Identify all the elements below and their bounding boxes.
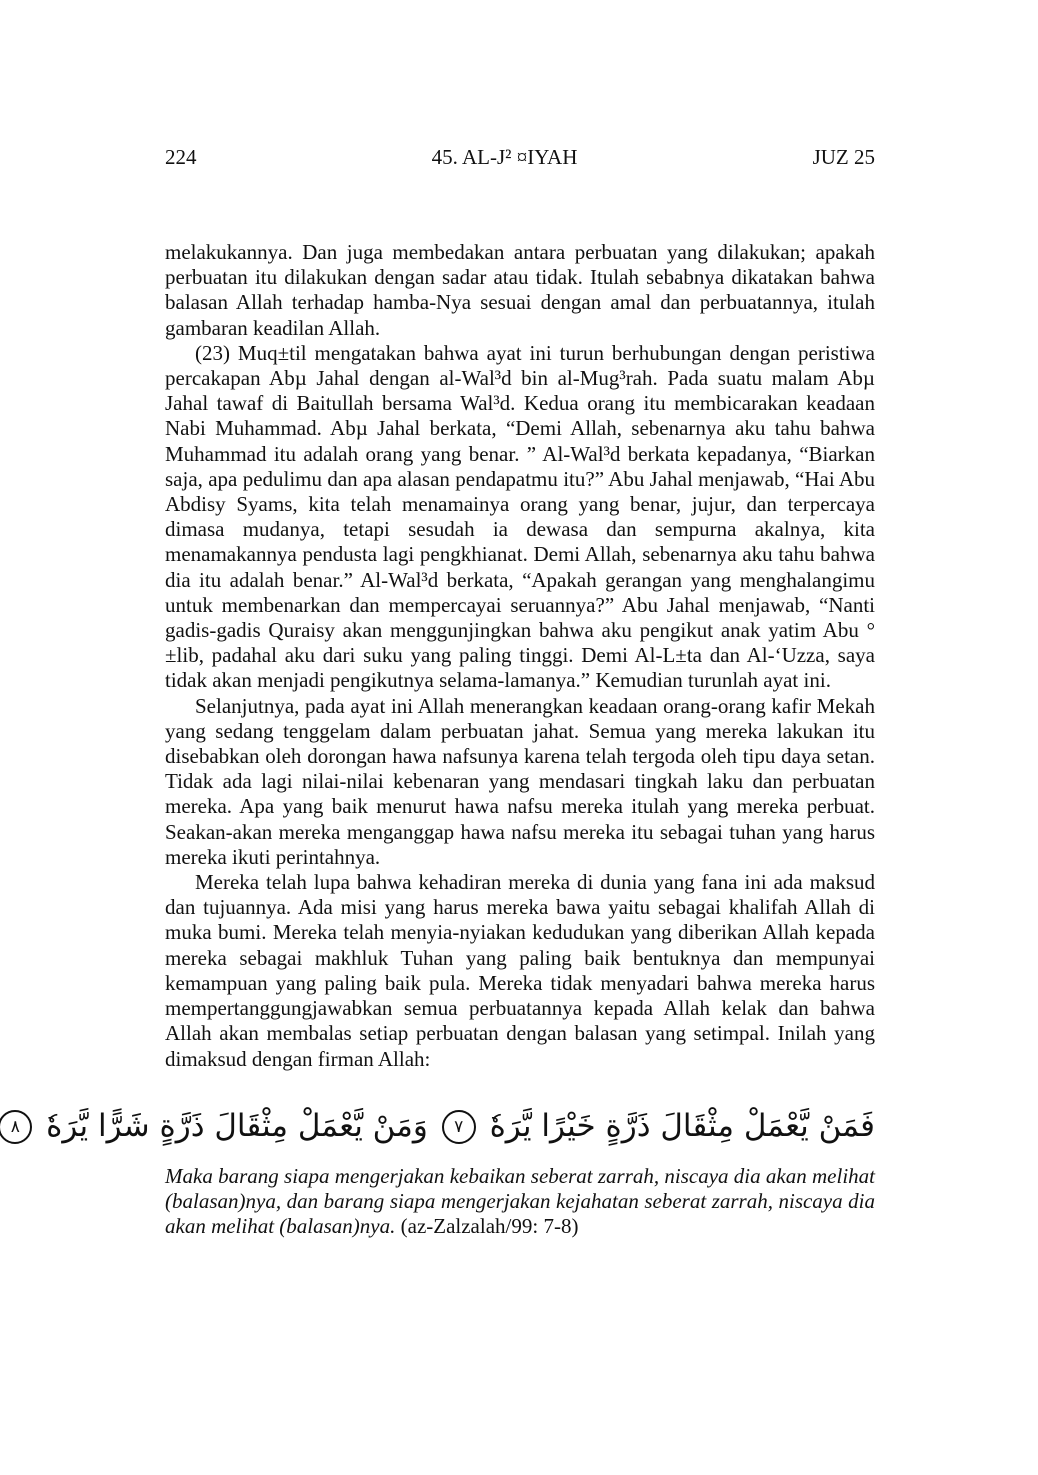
translation-text: Maka barang siapa mengerjakan kebaikan seberat zarrah, niscaya dia akan melihat (balasan)nya, dan barang siapa mengerjakan kejahatan seberat zarrah, niscaya dia akan melihat (balasan)nya.: [165, 1163, 875, 1239]
page-header: [165, 140, 875, 174]
document-page: [10, 140, 875, 1239]
surah-title: 45. AL-J² ¤IYAH: [431, 145, 578, 169]
page-number: 224: [165, 145, 197, 169]
ayah-8-text: وَمَنْ يَّعْمَلْ مِثْقَالَ ذَرَّةٍ شَرًّا يَّرَهٗ: [46, 1107, 428, 1144]
paragraph: melakukannya. Dan juga membedakan antara perbuatan yang dilakukan; apakah perbuatan itu dilakukan dengan sadar atau tidak. Itulah sebabnya dikatakan bahwa balasan Allah terhadap hamba-Nya sesuai dengan amal dan perbuatannya, itulah gambaran keadilan Allah.: [165, 240, 875, 340]
ayah-7-text: فَمَنْ يَّعْمَلْ مِثْقَالَ ذَرَّةٍ خَيْرًا يَّرَهٗ: [489, 1107, 875, 1144]
ayah-8-marker: ٨: [0, 1110, 32, 1144]
juz-label: JUZ 25: [812, 145, 875, 169]
ayah-7-marker: ٧: [442, 1110, 476, 1144]
verse-reference: (az-Zalzalah/99: 7-8): [395, 1214, 579, 1239]
arabic-verse: [10, 1094, 875, 1158]
paragraph: Mereka telah lupa bahwa kehadiran mereka di dunia yang fana ini ada maksud dan tujuannya. Ada misi yang harus mereka bawa yaitu sebagai khalifah Allah di muka bumi. Mereka telah menyia-nyiakan kedudukan yang diberikan Allah kepada mereka sebagai makhluk Tuhan yang paling baik bentuknya dan mempunyai kemampuan yang paling baik pula. Mereka tidak menyadari bahwa mereka harus mempertanggungjawabkan semua perbuatannya kepada Allah kelak dan bahwa Allah akan membalas setiap perbuatan dengan balasan yang setimpal. Inilah yang dimaksud dengan firman Allah:: [165, 870, 875, 1071]
paragraph: (23) Muq±til mengatakan bahwa ayat ini turun berhubungan dengan peristiwa percakapan Abµ Jahal dengan al-Wal³d bin al-Mug³rah. Pada suatu malam Abµ Jahal tawaf di Baitullah bersama Wal³d. Kedua orang itu membicarakan keadaan Nabi Muhammad. Abµ Jahal berkata, “Demi Allah, sebenarnya aku tahu bahwa Muhammad itu adalah orang yang benar. ” Al-Wal³d berkata kepadanya, “Biarkan saja, apa pedulimu dan apa alasan pendapatmu itu?” Abu Jahal menjawab, “Hai Abu Abdisy Syams, kita telah menamainya orang yang benar, jujur, dan terpercaya dimasa mudanya, tetapi sesudah ia dewasa dan sempurna akalnya, kita menamakannya pendusta lagi pengkhianat. Demi Allah, sebenarnya aku tahu bahwa dia itu adalah benar.” Al-Wal³d berkata, “Apakah gerangan yang menghalangimu untuk membenarkan dan mempercayai seruannya?” Abu Jahal menjawab, “Nanti gadis-gadis Quraisy akan menggunjingkan bahwa aku pengikut anak yatim Abu °±lib, padahal aku dari suku yang paling tinggi. Demi Al-L±ta dan Al-‘Uzza, saya tidak akan menjadi pengikutnya selama-lamanya.” Kemudian turunlah ayat ini.: [165, 340, 875, 693]
body-text: [165, 240, 875, 1072]
verse-translation: [165, 1164, 875, 1240]
paragraph: Selanjutnya, pada ayat ini Allah menerangkan keadaan orang-orang kafir Mekah yang sedang tenggelam dalam perbuatan jahat. Semua yang mereka lakukan itu disebabkan oleh dorongan hawa nafsunya karena telah tergoda oleh tipu daya setan. Tidak ada lagi nilai-nilai kebenaran yang mendasari tingkah laku dan perbuatan mereka. Apa yang baik menurut hawa nafsu mereka itulah yang mereka perbuat. Seakan-akan mereka menganggap hawa nafsu mereka itu sebagai tuhan yang harus mereka ikuti perintahnya.: [165, 693, 875, 869]
